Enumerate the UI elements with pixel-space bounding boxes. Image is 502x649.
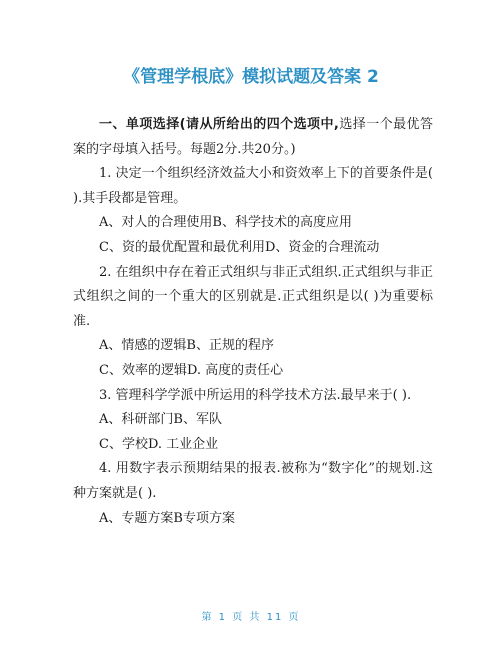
question-1: 1. 决定一个组织经济效益大小和资效率上下的首要条件是( ).其手段都是管理。 [73, 166, 433, 206]
question-4: 4. 用数字表示预期结果的报表.被称为“数字化”的规划.这种方案就是( ). [73, 461, 433, 501]
question-4-options-ab: A、专题方案B专项方案 [99, 510, 235, 526]
section-heading-rest: 选择一个最优答案的字母填入括号。每题2分.共20分。) [73, 117, 433, 157]
section-heading-bold: 一、单项选择(请从所给出的四个选项中, [99, 117, 339, 132]
document-body [73, 113, 433, 531]
question-1-options-ab: A、对人的合理使用B、科学技术的高度应用 [99, 215, 352, 231]
question-2: 2. 在组织中存在着正式组织与非正式组织.正式组织与非正式组织之间的一个重大的区别就是.正式组织是以( )为重要标准. [73, 264, 433, 329]
document-title: 《管理学根底》模拟试题及答案 2 [123, 67, 379, 87]
question-3-options-cd: C、学校D. 工业企业 [99, 436, 219, 452]
question-3-options-ab: A、科研部门B、军队 [99, 412, 222, 428]
question-1-options-cd: C、资的最优配置和最优利用D、资金的合理流动 [99, 239, 380, 255]
page-footer: 第 1 页 共 11 页 [201, 612, 301, 623]
section-heading [73, 113, 433, 162]
question-3: 3. 管理科学学派中所运用的科学技术方法.最早来于( ). [99, 387, 412, 403]
question-2-options-ab: A、情感的逻辑B、正规的程序 [99, 338, 274, 354]
question-2-options-cd: C、效率的逻辑D. 高度的责任心 [99, 362, 284, 378]
